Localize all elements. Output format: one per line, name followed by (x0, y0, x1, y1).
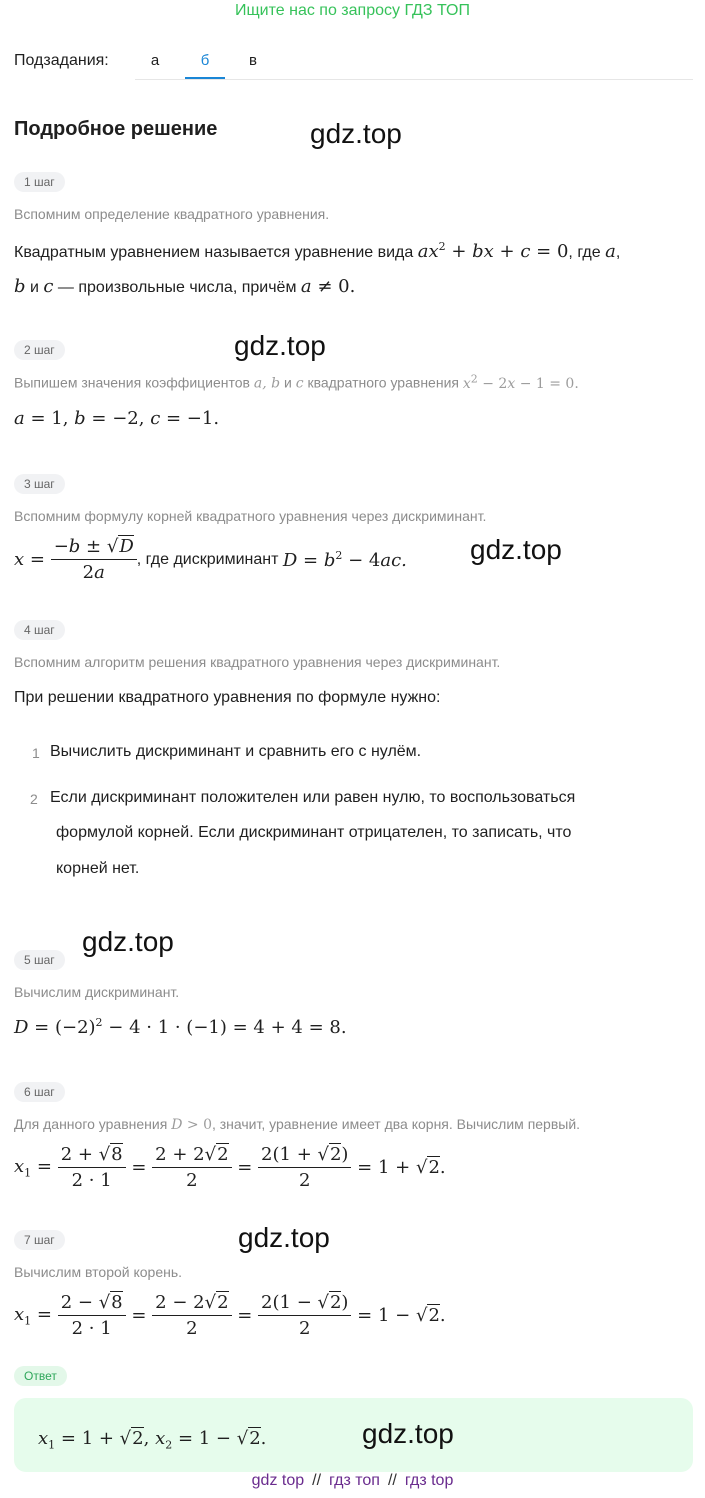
watermark: gdz.top (362, 1418, 454, 1449)
step-text-4: При решении квадратного уравнения по формуле нужно: (14, 689, 441, 706)
step-hint-6: Для данного уравнения D > 0, значит, уравнение имеет два корня. Вычислим первый. (14, 1116, 581, 1133)
footer-link-1[interactable]: gdz top (251, 1472, 305, 1489)
list-item-cont: корней нет. (56, 860, 140, 877)
root-x1: $x_1$ = $\frac{2 + √8}{2 \cdot 1}$ = $\frac{2 + 2√2}{2}$ = $\frac{2(1 + √2)}{2}$ = 1 + √2. (14, 1144, 446, 1191)
step-badge-4: 4 шаг (14, 620, 65, 640)
answer-badge: Ответ (14, 1366, 67, 1386)
tab-b[interactable]: б (200, 52, 210, 69)
watermark: gdz.top (238, 1222, 330, 1253)
step-badge-6: 6 шаг (14, 1082, 65, 1102)
step-text-1b: b и c — произвольные числа, причём a ≠ 0. (14, 276, 356, 297)
footer-separator: // (312, 1472, 322, 1489)
step-hint-1: Вспомним определение квадратного уравнения. (14, 206, 330, 222)
list-item: Вычислить дискриминант и сравнить его с нулём. (50, 743, 422, 760)
footer-link-2[interactable]: гдз топ (329, 1472, 380, 1489)
subtasks-label: Подзадания: (14, 52, 109, 69)
step-hint-5: Вычислим дискриминант. (14, 984, 180, 1000)
step-badge-1: 1 шаг (14, 172, 65, 192)
discriminant: $D = (-2)^2 - 4 \cdot 1 \cdot (-1) = 4 + 4 = 8$. (14, 1016, 347, 1038)
list-item: Если дискриминант положителен или равен нулю, то воспользоваться (50, 789, 576, 806)
step-badge-7: 7 шаг (14, 1230, 65, 1250)
roots-formula: x = $\frac{-b \pm √D}{2a}$ , где дискриминант $D = b^2 - 4ac$. (14, 536, 407, 583)
footer-link-3[interactable]: гдз top (404, 1472, 454, 1489)
tab-a[interactable]: а (150, 52, 160, 69)
coefficients: a = 1, b = −2, c = −1. (14, 408, 220, 429)
promo-link[interactable]: Ищите нас по запросу ГДЗ ТОП (235, 2, 470, 19)
step-badge-5: 5 шаг (14, 950, 65, 970)
step-badge-2: 2 шаг (14, 340, 65, 360)
step-badge-3: 3 шаг (14, 474, 65, 494)
active-tab-indicator (185, 77, 225, 79)
watermark: gdz.top (234, 330, 326, 361)
list-item-cont: формулой корней. Если дискриминант отрицателен, то записать, что (56, 824, 572, 841)
root-x2: $x_1$ = $\frac{2 - √8}{2 \cdot 1}$ = $\frac{2 - 2√2}{2}$ = $\frac{2(1 - √2)}{2}$ = 1 − √2. (14, 1292, 446, 1339)
footer-separator: // (387, 1472, 397, 1489)
solution-title: Подробное решение (14, 118, 218, 140)
watermark: gdz.top (310, 118, 402, 149)
step-text-1: Квадратным уравнением называется уравнение вида $ax^2$ + bx + c = 0, где a, (14, 240, 621, 262)
watermark: gdz.top (82, 926, 174, 957)
footer-links (0, 1472, 705, 1490)
tabs-divider (135, 79, 693, 80)
list-number: 1 (32, 745, 40, 761)
step-hint-7: Вычислим второй корень. (14, 1264, 183, 1280)
answer-formula: $x_1 = 1 + √2$, $x_2 = 1 - √2$. (38, 1428, 267, 1452)
tab-v[interactable]: в (249, 52, 257, 69)
step-hint-3: Вспомним формулу корней квадратного уравнения через дискриминант. (14, 508, 487, 524)
step-hint-2: Выпишем значения коэффициентов a, b и c квадратного уравнения $x^2 - 2x - 1 = 0$. (14, 372, 579, 392)
watermark: gdz.top (470, 534, 562, 565)
list-number: 2 (30, 791, 38, 807)
step-hint-4: Вспомним алгоритм решения квадратного уравнения через дискриминант. (14, 654, 501, 670)
